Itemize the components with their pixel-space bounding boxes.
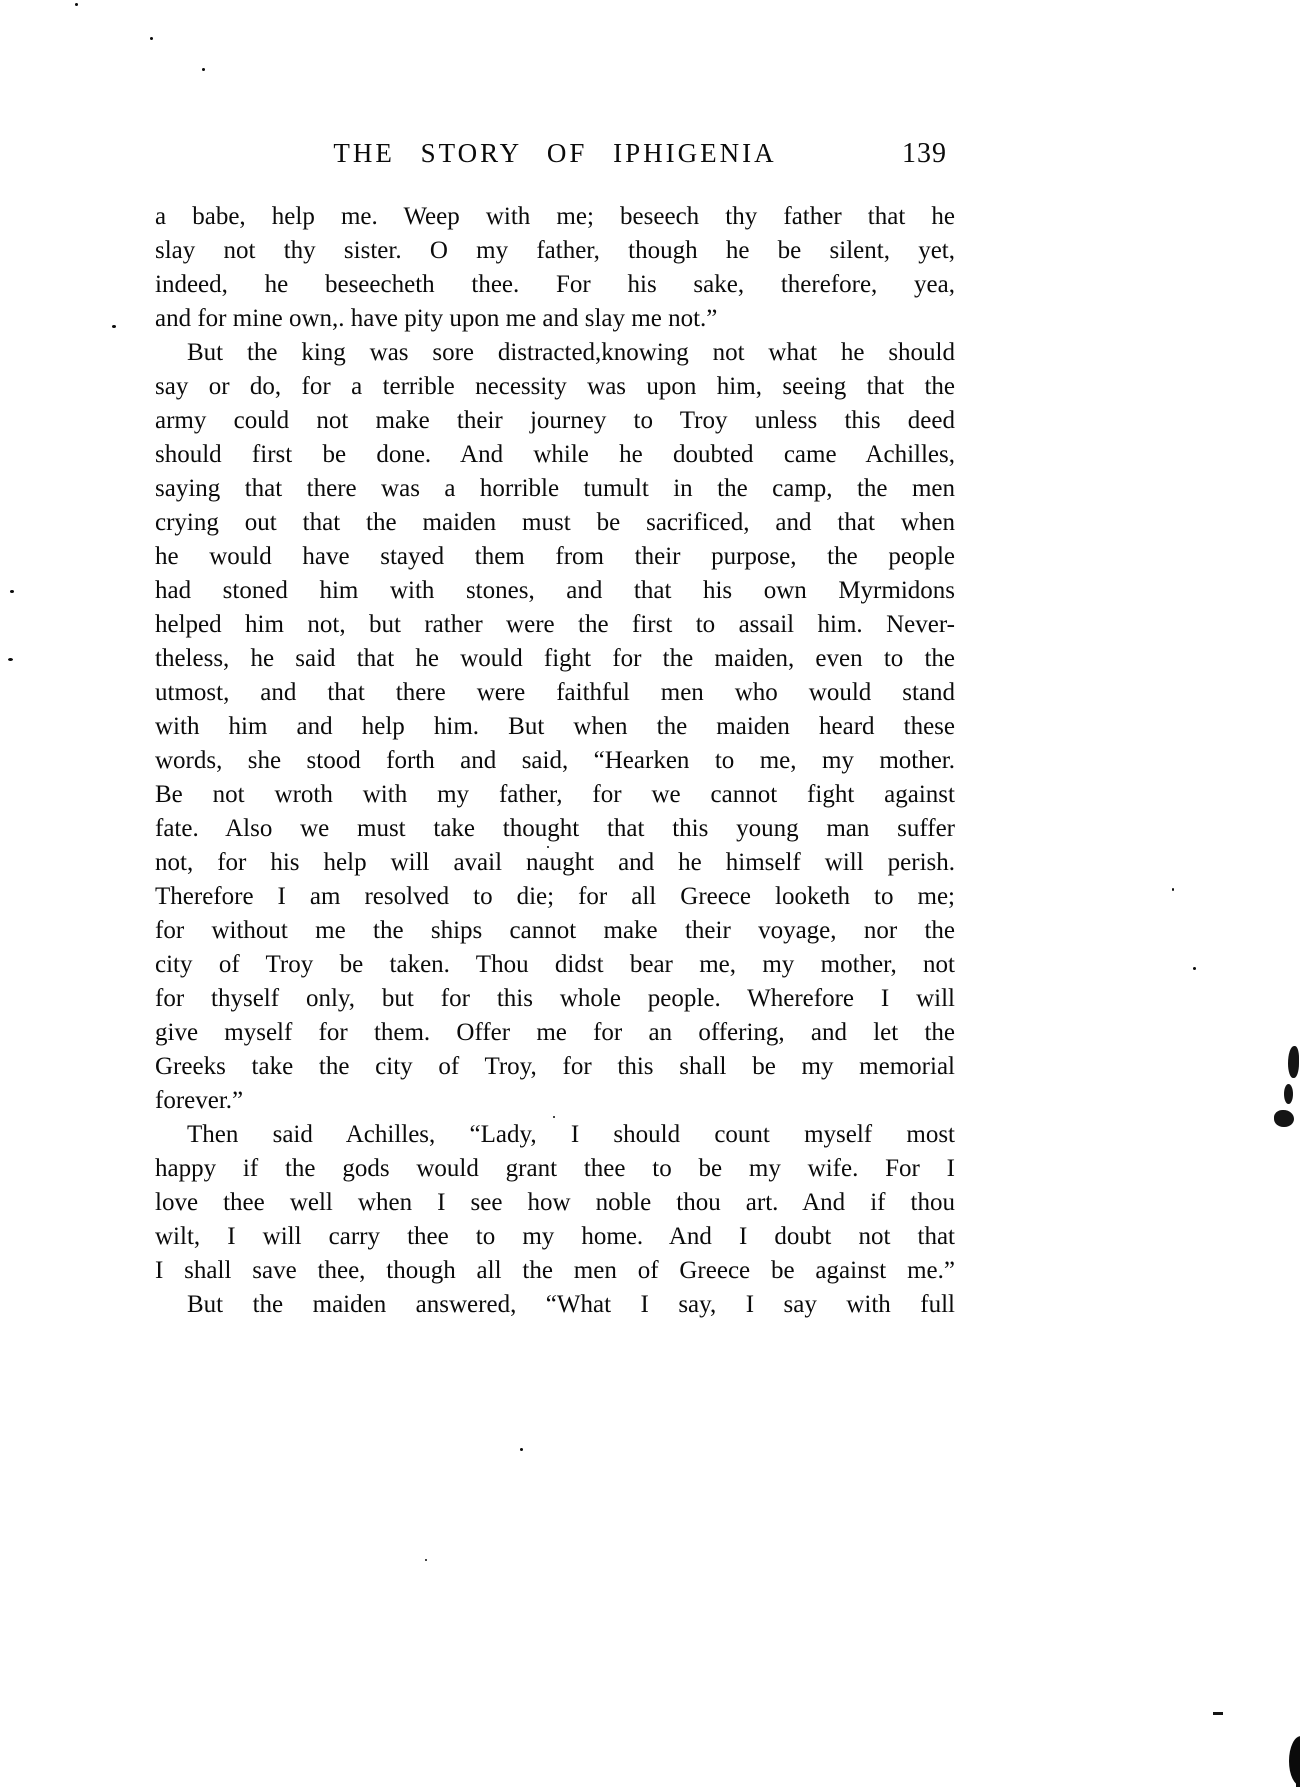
text-line: theless, he said that he would fight for the maiden, even to the: [155, 645, 955, 672]
text-line: not, for his help will avail naught and he himself will perish.: [155, 849, 955, 876]
text-line: and for mine own,. have pity upon me and slay me not.”: [155, 305, 718, 332]
scan-speck: [553, 1116, 555, 1118]
ink-smudge: [1284, 1084, 1293, 1104]
text-line: Then said Achilles, “Lady, I should count myself most: [187, 1121, 955, 1148]
text-line: happy if the gods would grant thee to be my wife. For I: [155, 1155, 955, 1182]
text-line: give myself for them. Offer me for an offering, and let the: [155, 1019, 955, 1046]
scan-speck: [547, 846, 549, 848]
ink-smudge: [1288, 1046, 1299, 1078]
scan-speck: [8, 658, 13, 661]
text-line: city of Troy be taken. Thou didst bear me, my mother, not: [155, 951, 955, 978]
page-number: 139: [902, 138, 947, 169]
text-line: But the maiden answered, “What I say, I say with full: [187, 1291, 955, 1318]
ink-smudge: [1213, 1712, 1223, 1715]
text-line: wilt, I will carry thee to my home. And I doubt not that: [155, 1223, 955, 1250]
scan-speck: [150, 37, 153, 40]
text-line: crying out that the maiden must be sacrificed, and that when: [155, 509, 955, 536]
scan-speck: [1193, 967, 1196, 970]
text-line: saying that there was a horrible tumult in the camp, the men: [155, 475, 955, 502]
scan-speck: [10, 590, 14, 593]
text-line: slay not thy sister. O my father, though he be silent, yet,: [155, 237, 955, 264]
text-line: he would have stayed them from their purpose, the people: [155, 543, 955, 570]
scan-speck: [112, 325, 116, 328]
text-line: should first be done. And while he doubted came Achilles,: [155, 441, 955, 468]
text-line: utmost, and that there were faithful men who would stand: [155, 679, 955, 706]
text-line: Be not wroth with my father, for we cannot fight against: [155, 781, 955, 808]
ink-smudge: [1274, 1110, 1294, 1127]
text-line: fate. Also we must take thought that this young man suffer: [155, 815, 955, 842]
scan-speck: [520, 1448, 523, 1451]
text-line: But the king was sore distracted,knowing not what he should: [187, 339, 955, 366]
scan-speck: [75, 3, 78, 6]
page-corner-smudge: [1296, 1758, 1300, 1787]
text-line: Greeks take the city of Troy, for this shall be my memorial: [155, 1053, 955, 1080]
page-header: [155, 138, 955, 174]
text-line: for thyself only, but for this whole people. Wherefore I will: [155, 985, 955, 1012]
scan-speck: [1172, 888, 1174, 891]
page-title: THE STORY OF IPHIGENIA: [333, 138, 777, 168]
scan-speck: [425, 1559, 427, 1561]
text-line: indeed, he beseecheth thee. For his sake, therefore, yea,: [155, 271, 955, 298]
text-line: words, she stood forth and said, “Hearken to me, my mother.: [155, 747, 955, 774]
text-line: army could not make their journey to Troy unless this deed: [155, 407, 955, 434]
text-line: a babe, help me. Weep with me; beseech thy father that he: [155, 203, 955, 230]
text-line: Therefore I am resolved to die; for all Greece looketh to me;: [155, 883, 955, 910]
scan-speck: [202, 68, 205, 71]
text-line: love thee well when I see how noble thou art. And if thou: [155, 1189, 955, 1216]
text-line: for without me the ships cannot make their voyage, nor the: [155, 917, 955, 944]
text-line: I shall save thee, though all the men of Greece be against me.”: [155, 1257, 955, 1284]
text-line: say or do, for a terrible necessity was upon him, seeing that the: [155, 373, 955, 400]
text-line: had stoned him with stones, and that his own Myrmidons: [155, 577, 955, 604]
text-line: helped him not, but rather were the first to assail him. Never-: [155, 611, 955, 638]
text-line: with him and help him. But when the maiden heard these: [155, 713, 955, 740]
text-line: forever.”: [155, 1087, 244, 1114]
text-block: [155, 200, 955, 1322]
